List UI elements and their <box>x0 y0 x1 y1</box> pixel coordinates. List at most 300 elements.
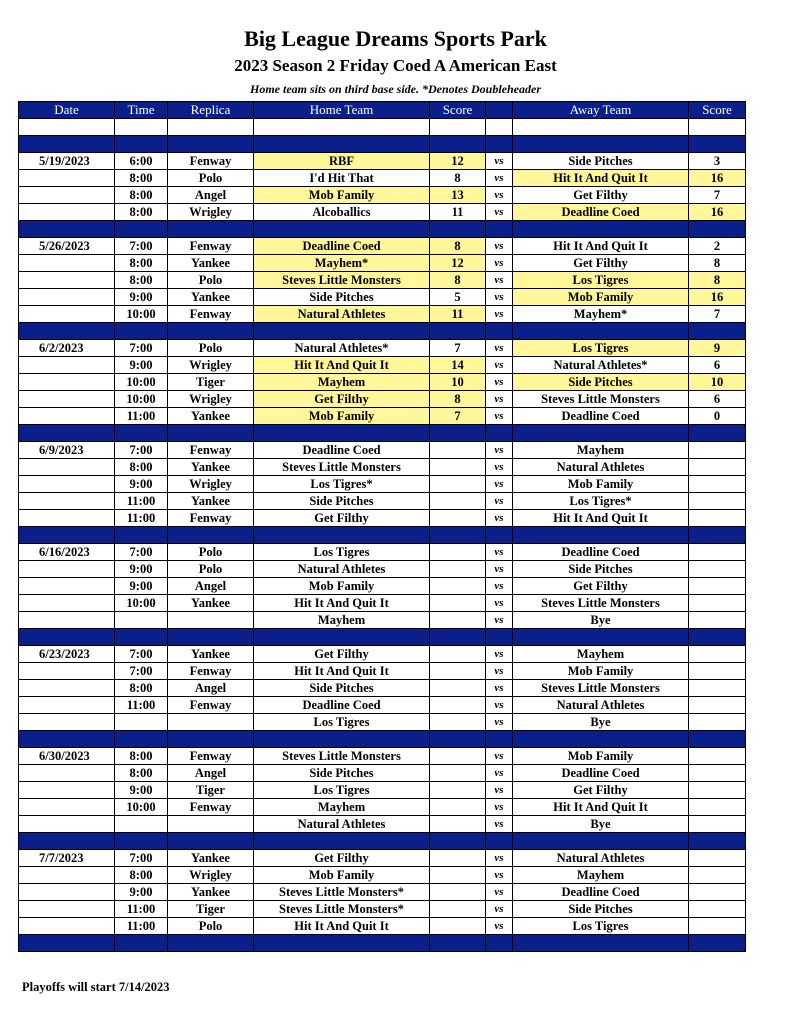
home-team: Steves Little Monsters* <box>254 884 430 901</box>
game-row <box>19 340 746 357</box>
away-team: Get Filthy <box>513 782 689 799</box>
game-date <box>19 714 115 731</box>
home-team: Get Filthy <box>254 646 430 663</box>
game-date <box>19 510 115 527</box>
away-team: Hit It And Quit It <box>513 510 689 527</box>
away-team: Los Tigres <box>513 918 689 935</box>
away-team: Deadline Coed <box>513 765 689 782</box>
vs-label: vs <box>486 850 513 867</box>
game-row <box>19 867 746 884</box>
game-date: 6/16/2023 <box>19 544 115 561</box>
vs-label: vs <box>486 612 513 629</box>
vs-label: vs <box>486 442 513 459</box>
game-replica: Wrigley <box>168 867 254 884</box>
game-date <box>19 476 115 493</box>
home-team: Hit It And Quit It <box>254 595 430 612</box>
game-row <box>19 816 746 833</box>
game-replica: Polo <box>168 340 254 357</box>
game-time: 9:00 <box>115 289 168 306</box>
separator-row-cell <box>254 323 430 340</box>
game-time: 10:00 <box>115 595 168 612</box>
game-row <box>19 408 746 425</box>
home-score: 8 <box>430 272 486 289</box>
vs-label: vs <box>486 714 513 731</box>
vs-label: vs <box>486 408 513 425</box>
game-row <box>19 476 746 493</box>
game-replica: Yankee <box>168 884 254 901</box>
game-time: 10:00 <box>115 374 168 391</box>
away-score <box>689 544 746 561</box>
home-team: Steves Little Monsters <box>254 459 430 476</box>
away-team: Natural Athletes <box>513 697 689 714</box>
separator-row-cell <box>168 136 254 153</box>
home-score: 7 <box>430 408 486 425</box>
separator-row-cell <box>115 731 168 748</box>
vs-label: vs <box>486 374 513 391</box>
game-replica: Polo <box>168 561 254 578</box>
game-row <box>19 306 746 323</box>
away-team: Hit It And Quit It <box>513 799 689 816</box>
col-header-vs <box>486 102 513 119</box>
separator-row-cell <box>486 221 513 238</box>
game-time: 9:00 <box>115 884 168 901</box>
away-score: 8 <box>689 272 746 289</box>
away-score: 16 <box>689 289 746 306</box>
game-row <box>19 850 746 867</box>
home-team: Mob Family <box>254 187 430 204</box>
vs-label: vs <box>486 578 513 595</box>
separator-row-cell <box>19 731 115 748</box>
vs-label: vs <box>486 867 513 884</box>
game-row <box>19 187 746 204</box>
game-date: 6/9/2023 <box>19 442 115 459</box>
game-replica: Yankee <box>168 595 254 612</box>
separator-row-cell <box>254 833 430 850</box>
game-row <box>19 238 746 255</box>
home-team: RBF <box>254 153 430 170</box>
home-score <box>430 612 486 629</box>
home-team: Side Pitches <box>254 765 430 782</box>
home-team: Natural Athletes* <box>254 340 430 357</box>
separator-row-cell <box>486 833 513 850</box>
col-header-date: Date <box>19 102 115 119</box>
home-score: 11 <box>430 204 486 221</box>
away-score <box>689 476 746 493</box>
game-time: 7:00 <box>115 646 168 663</box>
home-team: Deadline Coed <box>254 442 430 459</box>
game-date <box>19 578 115 595</box>
home-score <box>430 510 486 527</box>
game-time: 9:00 <box>115 357 168 374</box>
separator-row-cell <box>486 527 513 544</box>
separator-row-cell <box>513 935 689 952</box>
away-score: 8 <box>689 255 746 272</box>
away-team: Mayhem <box>513 646 689 663</box>
vs-label: vs <box>486 204 513 221</box>
game-date <box>19 901 115 918</box>
separator-row-cell <box>430 833 486 850</box>
game-row <box>19 493 746 510</box>
game-time: 8:00 <box>115 765 168 782</box>
game-replica: Yankee <box>168 646 254 663</box>
game-time: 8:00 <box>115 459 168 476</box>
home-score <box>430 867 486 884</box>
vs-label: vs <box>486 340 513 357</box>
away-team: Natural Athletes <box>513 459 689 476</box>
game-date <box>19 697 115 714</box>
game-replica: Polo <box>168 544 254 561</box>
vs-label: vs <box>486 646 513 663</box>
blank-row-cell <box>486 119 513 136</box>
game-replica: Angel <box>168 578 254 595</box>
game-row <box>19 561 746 578</box>
game-replica: Yankee <box>168 850 254 867</box>
game-time <box>115 612 168 629</box>
home-score <box>430 714 486 731</box>
vs-label: vs <box>486 153 513 170</box>
game-row <box>19 578 746 595</box>
game-time <box>115 816 168 833</box>
game-row <box>19 595 746 612</box>
separator-row-cell <box>486 935 513 952</box>
game-time: 10:00 <box>115 799 168 816</box>
game-replica: Yankee <box>168 289 254 306</box>
home-score <box>430 782 486 799</box>
separator-row-cell <box>513 323 689 340</box>
away-team: Side Pitches <box>513 561 689 578</box>
game-replica <box>168 816 254 833</box>
separator-row-cell <box>254 935 430 952</box>
separator-row-cell <box>115 935 168 952</box>
game-date <box>19 680 115 697</box>
separator-row-cell <box>168 731 254 748</box>
game-row <box>19 612 746 629</box>
away-team: Mayhem* <box>513 306 689 323</box>
page-subtitle: 2023 Season 2 Friday Coed A American East <box>234 56 557 75</box>
away-team: Hit It And Quit It <box>513 238 689 255</box>
game-replica: Fenway <box>168 697 254 714</box>
game-replica: Fenway <box>168 799 254 816</box>
game-time: 9:00 <box>115 476 168 493</box>
home-score <box>430 595 486 612</box>
vs-label: vs <box>486 765 513 782</box>
game-time: 9:00 <box>115 561 168 578</box>
away-team: Steves Little Monsters <box>513 595 689 612</box>
game-date <box>19 187 115 204</box>
separator-row-cell <box>689 935 746 952</box>
game-row <box>19 714 746 731</box>
game-row <box>19 255 746 272</box>
page-title: Big League Dreams Sports Park <box>244 26 547 51</box>
game-time: 7:00 <box>115 544 168 561</box>
game-time: 11:00 <box>115 408 168 425</box>
home-team: I'd Hit That <box>254 170 430 187</box>
game-time: 7:00 <box>115 340 168 357</box>
away-team: Deadline Coed <box>513 544 689 561</box>
game-row <box>19 765 746 782</box>
game-replica: Fenway <box>168 238 254 255</box>
separator-row <box>19 425 746 442</box>
game-time: 8:00 <box>115 867 168 884</box>
home-score <box>430 442 486 459</box>
game-date: 6/30/2023 <box>19 748 115 765</box>
separator-row-cell <box>513 425 689 442</box>
game-replica: Angel <box>168 187 254 204</box>
vs-label: vs <box>486 561 513 578</box>
game-date <box>19 289 115 306</box>
away-team: Mob Family <box>513 476 689 493</box>
game-replica: Yankee <box>168 408 254 425</box>
game-row <box>19 748 746 765</box>
game-date <box>19 663 115 680</box>
separator-row-cell <box>430 731 486 748</box>
game-row <box>19 697 746 714</box>
away-team: Los Tigres <box>513 340 689 357</box>
home-score: 7 <box>430 340 486 357</box>
game-time: 11:00 <box>115 901 168 918</box>
game-row <box>19 289 746 306</box>
game-date <box>19 918 115 935</box>
vs-label: vs <box>486 901 513 918</box>
game-date <box>19 272 115 289</box>
separator-row-cell <box>168 221 254 238</box>
home-team: Mayhem <box>254 799 430 816</box>
away-score <box>689 459 746 476</box>
vs-label: vs <box>486 816 513 833</box>
game-replica: Wrigley <box>168 391 254 408</box>
game-time: 8:00 <box>115 187 168 204</box>
away-score: 16 <box>689 204 746 221</box>
separator-row <box>19 935 746 952</box>
away-score <box>689 765 746 782</box>
game-replica: Wrigley <box>168 357 254 374</box>
home-team: Side Pitches <box>254 493 430 510</box>
home-score: 10 <box>430 374 486 391</box>
separator-row-cell <box>689 323 746 340</box>
home-team: Mob Family <box>254 408 430 425</box>
separator-row-cell <box>168 323 254 340</box>
separator-row-cell <box>254 425 430 442</box>
game-replica: Polo <box>168 170 254 187</box>
separator-row-cell <box>19 629 115 646</box>
away-team: Mob Family <box>513 748 689 765</box>
vs-label: vs <box>486 272 513 289</box>
vs-label: vs <box>486 663 513 680</box>
vs-label: vs <box>486 595 513 612</box>
home-score <box>430 697 486 714</box>
game-row <box>19 884 746 901</box>
home-team: Los Tigres <box>254 544 430 561</box>
away-score <box>689 680 746 697</box>
vs-label: vs <box>486 187 513 204</box>
game-date <box>19 204 115 221</box>
separator-row <box>19 731 746 748</box>
game-row <box>19 459 746 476</box>
game-replica: Fenway <box>168 748 254 765</box>
away-team: Deadline Coed <box>513 408 689 425</box>
home-team: Mayhem <box>254 374 430 391</box>
separator-row-cell <box>115 221 168 238</box>
separator-row-cell <box>254 221 430 238</box>
separator-row-cell <box>689 629 746 646</box>
separator-row-cell <box>19 527 115 544</box>
blank-row-cell <box>513 119 689 136</box>
away-score: 10 <box>689 374 746 391</box>
home-team: Side Pitches <box>254 289 430 306</box>
home-score <box>430 578 486 595</box>
vs-label: vs <box>486 493 513 510</box>
game-time: 11:00 <box>115 697 168 714</box>
separator-row-cell <box>115 527 168 544</box>
blank-row-cell <box>19 119 115 136</box>
home-team: Hit It And Quit It <box>254 663 430 680</box>
game-time: 11:00 <box>115 493 168 510</box>
game-row <box>19 901 746 918</box>
separator-row-cell <box>486 136 513 153</box>
game-row <box>19 391 746 408</box>
home-team: Natural Athletes <box>254 561 430 578</box>
away-score <box>689 850 746 867</box>
game-replica: Tiger <box>168 782 254 799</box>
game-replica: Yankee <box>168 459 254 476</box>
separator-row-cell <box>689 221 746 238</box>
away-team: Natural Athletes <box>513 850 689 867</box>
game-replica: Fenway <box>168 442 254 459</box>
home-score: 11 <box>430 306 486 323</box>
away-score <box>689 884 746 901</box>
away-score <box>689 697 746 714</box>
away-score: 3 <box>689 153 746 170</box>
home-score <box>430 561 486 578</box>
separator-row-cell <box>19 425 115 442</box>
separator-row-cell <box>19 935 115 952</box>
col-header-home-score: Score <box>430 102 486 119</box>
game-date <box>19 612 115 629</box>
game-time: 7:00 <box>115 663 168 680</box>
home-score <box>430 918 486 935</box>
separator-row-cell <box>513 731 689 748</box>
col-header-replica: Replica <box>168 102 254 119</box>
vs-label: vs <box>486 510 513 527</box>
home-team: Deadline Coed <box>254 238 430 255</box>
blank-row-cell <box>689 119 746 136</box>
home-score <box>430 799 486 816</box>
vs-label: vs <box>486 357 513 374</box>
away-team: Los Tigres <box>513 272 689 289</box>
game-date: 6/2/2023 <box>19 340 115 357</box>
schedule-note: Home team sits on third base side. *Denotes Doubleheader <box>250 82 541 96</box>
away-score <box>689 646 746 663</box>
away-score <box>689 782 746 799</box>
away-score <box>689 748 746 765</box>
separator-row-cell <box>19 323 115 340</box>
schedule-table <box>18 101 746 952</box>
blank-row <box>19 119 746 136</box>
home-team: Mayhem <box>254 612 430 629</box>
separator-row-cell <box>168 425 254 442</box>
home-score <box>430 748 486 765</box>
game-date <box>19 255 115 272</box>
away-team: Steves Little Monsters <box>513 680 689 697</box>
game-date <box>19 408 115 425</box>
game-time: 8:00 <box>115 748 168 765</box>
home-team: Get Filthy <box>254 850 430 867</box>
separator-row-cell <box>689 527 746 544</box>
separator-row-cell <box>689 731 746 748</box>
home-score <box>430 646 486 663</box>
separator-row-cell <box>486 425 513 442</box>
separator-row <box>19 136 746 153</box>
separator-row-cell <box>689 425 746 442</box>
away-score <box>689 561 746 578</box>
vs-label: vs <box>486 391 513 408</box>
away-score: 16 <box>689 170 746 187</box>
game-row <box>19 510 746 527</box>
home-score <box>430 476 486 493</box>
separator-row-cell <box>513 833 689 850</box>
blank-row-cell <box>115 119 168 136</box>
game-date: 6/23/2023 <box>19 646 115 663</box>
col-header-home-team: Home Team <box>254 102 430 119</box>
game-date <box>19 867 115 884</box>
separator-row-cell <box>115 833 168 850</box>
home-score <box>430 884 486 901</box>
separator-row-cell <box>168 527 254 544</box>
separator-row <box>19 629 746 646</box>
game-row <box>19 680 746 697</box>
vs-label: vs <box>486 306 513 323</box>
away-team: Steves Little Monsters <box>513 391 689 408</box>
game-replica: Fenway <box>168 306 254 323</box>
away-team: Side Pitches <box>513 374 689 391</box>
separator-row-cell <box>115 323 168 340</box>
home-team: Los Tigres <box>254 782 430 799</box>
home-score: 12 <box>430 153 486 170</box>
away-score <box>689 901 746 918</box>
away-score: 7 <box>689 306 746 323</box>
game-date <box>19 799 115 816</box>
game-row <box>19 918 746 935</box>
vs-label: vs <box>486 799 513 816</box>
separator-row-cell <box>430 136 486 153</box>
separator-row <box>19 833 746 850</box>
home-score: 13 <box>430 187 486 204</box>
home-score <box>430 816 486 833</box>
away-team: Hit It And Quit It <box>513 170 689 187</box>
game-replica: Wrigley <box>168 476 254 493</box>
game-time: 8:00 <box>115 170 168 187</box>
game-time: 7:00 <box>115 238 168 255</box>
separator-row-cell <box>115 425 168 442</box>
vs-label: vs <box>486 918 513 935</box>
home-team: Steves Little Monsters* <box>254 901 430 918</box>
blank-row-cell <box>254 119 430 136</box>
separator-row-cell <box>254 527 430 544</box>
home-team: Mob Family <box>254 867 430 884</box>
blank-row-cell <box>430 119 486 136</box>
home-score: 8 <box>430 238 486 255</box>
separator-row <box>19 323 746 340</box>
vs-label: vs <box>486 459 513 476</box>
separator-row-cell <box>689 833 746 850</box>
away-score: 2 <box>689 238 746 255</box>
game-date: 5/26/2023 <box>19 238 115 255</box>
home-score <box>430 663 486 680</box>
away-score <box>689 595 746 612</box>
separator-row-cell <box>254 731 430 748</box>
game-replica: Yankee <box>168 255 254 272</box>
game-time: 9:00 <box>115 782 168 799</box>
